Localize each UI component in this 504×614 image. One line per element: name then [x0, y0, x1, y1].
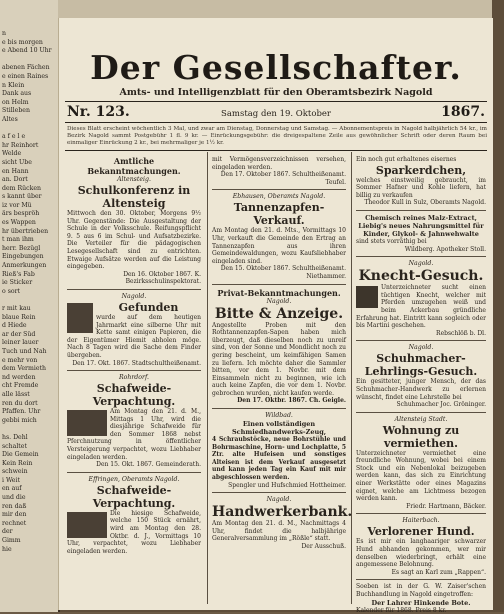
notice-signature: Der Ausschuß. [301, 543, 346, 550]
left-page-line: hs. Dehl [2, 433, 28, 441]
left-page-line: ren daß [2, 502, 27, 510]
notice-signature: Den 15. Okt. 1867. Gemeinderath. [96, 461, 201, 469]
notice-location: Nagold. [266, 297, 292, 305]
left-page-line: ar der Süd [2, 330, 36, 338]
notice-divider [212, 189, 346, 190]
notice-location: Nagold. [408, 260, 434, 268]
left-page-line: en Hann [2, 167, 29, 175]
notice-signature: Den 17. Okt. 1867. Stadtschultheißenamt. [72, 359, 201, 367]
notice-signature: Den 16. Oktober 1867. K. Bezirksschulinspektorat. [123, 270, 201, 286]
left-page-line: alle lässt [2, 390, 30, 398]
left-page-line: o sort [2, 287, 21, 295]
left-page-line: gebbi mich [2, 416, 37, 424]
notice-heading: Knecht-Gesuch. [358, 268, 484, 285]
notice-text: sind stets vorräthig bei [356, 237, 427, 245]
left-page-line: hie [2, 545, 12, 553]
notice-divider [356, 513, 486, 514]
notice-signature: Den 17. Oktbr. 1867. Ch. Geigle. [237, 397, 346, 405]
left-page-line: Stilleben [2, 107, 30, 115]
issue-year: 1867. [441, 104, 485, 120]
notice-text: Am Montag den 21. d. M., Mittags 1 Uhr, wird die diesjährige Schafweide für den Sommer 1868 nebst Pferchnutzung in öffentlicher Versteigerung verpachtet, wozu Liebhaber eingeladen werden. [67, 408, 201, 461]
left-page-line: an. Dort [2, 176, 28, 184]
notice-location: Rohrdorf. [118, 374, 149, 382]
left-page-line: Welde [2, 150, 22, 158]
left-page-line [2, 125, 54, 134]
notice-signature: Schuhmacher Joc. Gröninger. [396, 401, 486, 409]
left-page-line [2, 56, 54, 65]
notice-divider [212, 492, 346, 493]
notice-heading: Der Lahrer Hinkende Bote. [371, 598, 471, 607]
notice-text: Angestellte Proben mit den Rothtannenzapfen-Sapen haben mich überzeugt, daß dieselben noch zu unreif sind, von der Sonne und Mondlicht noch zu gering bescheint, um keimfähigen Samen zu liefern. Ich möchte daher die Sammler bitten, vor dem 1. Novbr. mit dem Einsammeln nicht zu beginnen, wie ich auch keine Zapfen, die vor dem 1. Novbr. gebrochen wurden, nicht kaufen werde. [212, 321, 346, 397]
info-rule [65, 150, 487, 151]
notice-heading: Gefunden [118, 300, 179, 314]
notice-signature: Rebschlöß b. Dl. [436, 329, 486, 337]
left-page-line: Tuch und Nah [2, 347, 47, 355]
left-page-line: Eingebungen [2, 253, 44, 261]
left-page-line: e mehr von [2, 356, 38, 364]
notice-heading: Verlorener Hund. [367, 525, 475, 539]
notice-location: Nagold. [266, 496, 292, 504]
sheep-illustration [67, 410, 107, 436]
sheep-illustration [67, 512, 107, 538]
notice-heading: Chemisch reines Malz-Extract, [365, 213, 477, 222]
notice-divider [356, 340, 486, 341]
column-3 [356, 156, 486, 614]
left-page-line: e Abend 10 Uhr [2, 47, 52, 55]
left-page-line: abenen Fächen [2, 64, 50, 72]
notice-signature: Theodor Kull in Sulz, Oberamts Nagold. [364, 199, 486, 207]
masthead-rule-bottom [65, 122, 487, 123]
left-page-line: Dank aus [2, 90, 32, 98]
notice-text: Ein noch gut erhaltenes eisernes [356, 156, 457, 163]
left-page-line: Altes [2, 115, 18, 123]
notice-heading: Handwerkerbank. [212, 504, 353, 521]
notice-location: Nagold. [121, 292, 147, 300]
notice-heading: Schulkonferenz in Altensteig [77, 184, 191, 210]
left-page-line: dem Vermieth [2, 365, 46, 373]
left-page-line: ren du dort [2, 399, 38, 407]
masthead-subtitle: Amts- und Intelligenzblatt für den Oberamtsbezirk Nagold [119, 87, 433, 98]
left-page-line: t man ihm [2, 236, 34, 244]
notice-text: Ein gesitteter, junger Mensch, der das Schuhmacher-Handwerk zu erlernen wünscht, findet eine Lehrstelle bei [356, 378, 486, 401]
left-page-line: dem Rücken [2, 184, 41, 192]
notice-divider [356, 579, 486, 580]
notice-text: Soeben ist in der G. W. Zaiser'schen Buchhandlung in Nagold eingetroffen: [356, 583, 486, 598]
notice-divider [67, 289, 201, 290]
masthead-title: Der Gesellschafter. [90, 48, 462, 87]
left-page-line: Rieß's Fab [2, 270, 35, 278]
left-page-line: Pfaffen. Uhr [2, 408, 41, 416]
notice-divider [67, 472, 201, 473]
left-page-line: Gimm [2, 537, 21, 545]
column-divider-2 [351, 152, 352, 604]
notice-divider [356, 412, 486, 413]
left-page-line: sicht Ube [2, 158, 32, 166]
left-page-line: iz vor Mü [2, 201, 32, 209]
notice-text: mit Vermögensverzeichnissen versehen, eingeladen werden. [212, 156, 346, 171]
issue-number: Nr. 123. [67, 104, 130, 120]
left-page-line: n Klein [2, 81, 25, 89]
notice-text: 4 Schraubstöcke, neue Bohrstühle und Bohrmaschine, Horn- und Lochplatte, 5 Ztr. alte Hufeisen und sonstiges Alteisen ist dem Verkauf ausgesetzt und kann jeden Tag ein Kauf mit mir abgeschlossen werden. [212, 436, 346, 482]
left-page-line: Anmerkungen [2, 262, 47, 270]
left-page-line: herr. Bezügl [2, 244, 41, 252]
notice-heading: Einen vollständigen Schmiedhandwerks-Zeug, [231, 420, 327, 437]
left-page-line: e einen Raines [2, 72, 49, 80]
notice-location: Altensteig. [117, 176, 151, 183]
notice-signature: Friedr. Hartmann, Bäcker. [406, 502, 486, 510]
notice-text: Unterzeichneter sucht einen tüchtigen Knecht, welcher mit Pferden umzugehen weiß und beim Ackerbau gründliche Erfahrung hat. Eintritt kann sogleich oder bis Martini geschehen. [356, 284, 486, 330]
left-page-line: Die Gemein [2, 451, 39, 459]
left-page-line: schaltet [2, 442, 27, 450]
left-page-line: e bis morgen [2, 38, 43, 46]
left-page-text [2, 30, 54, 554]
left-page-line: mir den [2, 511, 27, 519]
notice-location: Ebhausen, Oberamts Nagold. [232, 193, 326, 201]
notice-signature: Wildberg. Apotheker Stoll. [404, 245, 486, 253]
page-top-fold [58, 0, 492, 19]
notice-heading: Schuhmacher-Lehrlings-Gesuch. [364, 352, 478, 379]
notice-location: Altensteig Stadt. [394, 415, 448, 423]
notice-heading: Bitte & Anzeige. [214, 305, 344, 322]
notice-heading: Schafweide-Verpachtung. [92, 382, 176, 409]
left-page-line: cht Fremde [2, 382, 39, 390]
notice-text: Kalender für 1868. Preis 8 kr. [356, 606, 447, 614]
left-page-line: und die [2, 494, 26, 502]
section-heading-official: Amtliche Bekanntmachungen. [87, 156, 181, 176]
column-2 [212, 156, 353, 604]
left-page-line: es Wappen [2, 219, 36, 227]
pointing-hand-illustration [356, 286, 378, 308]
notice-text: welches einstweilig gebraucht, im Sommer Hafner und Kohle liefern, hat billig zu verkaufen [356, 176, 486, 199]
left-page-line: rechnet [2, 519, 27, 527]
column-1 [67, 156, 201, 604]
masthead-rule-top [65, 101, 487, 102]
notice-text: Mittwoch den 30. Oktober, Morgens 9½ Uhr. Gegenstände: Die Ausgestaltung der Schule in der Volksschule. Reifungspflicht 9. 5 aus 6 im Schul- und Aufsatzbezirke. Die Verteiler für die pädagogischen Lesegesellschaft sind zu entrichten. Etwaige Aufsätze werden auf die Leistung eingegeben. [67, 210, 201, 271]
left-page-line: d Hiede [2, 322, 27, 330]
notice-heading: Sparkerdchen, [375, 163, 467, 177]
notice-text: Die hiesige Schafweide, welche 150 Stück ernährt, wird am Montag den 28. Oktbr. d. J., Vormittags 10 Uhr, verpachtet, wozu Liebhaber eingeladen werden. [67, 509, 201, 555]
left-page-line: hr übertrieben [2, 227, 49, 235]
newspaper-page [58, 18, 493, 614]
column-divider-1 [207, 152, 208, 604]
issue-date: Samstag den 19. Oktober [221, 109, 331, 119]
notice-location: Haiterbach. [402, 517, 440, 525]
notice-divider [212, 284, 346, 285]
left-page-line: en auf [2, 485, 22, 493]
notice-text: Am Montag den 21. d. M., Nachmittags 4 Uhr, findet die halbjährige Generalversammlung im „Rößle“ statt. [212, 520, 346, 543]
notice-text: Unterzeichneter vermiethet eine freundliche Wohnung, wobei bei einem Stock und ein Nebenlokal beizugeben werden kann, das sich zu Einrichtung einer Werkstätte oder eines Magazins eignet, welche am Lichtmess bezogen werden kann. [356, 449, 486, 503]
left-page-line: leiner lauer [2, 339, 39, 347]
left-page-line [2, 425, 54, 434]
left-page-line: i Weit [2, 476, 20, 484]
left-page-line: ärs bespröh [2, 210, 40, 218]
notice-heading: Tannenzapfen-Verkauf. [233, 201, 325, 228]
left-page-line: a f e l e [2, 133, 26, 141]
left-page-line: on Helm [2, 98, 29, 106]
notice-heading: Schafweide-Verpachtung. [92, 483, 176, 510]
notice-signature: Den 17. Oktober 1867. Schultheißenamt. Teufel. [220, 171, 346, 186]
notice-location: Nagold. [408, 344, 434, 352]
left-page-line: schwein [2, 468, 28, 476]
left-page-line: Kein Rein [2, 459, 33, 467]
notice-divider [356, 256, 486, 257]
left-page-line: r mit kau [2, 305, 31, 312]
section-heading-private: Privat-Bekanntmachungen. [217, 287, 341, 298]
notice-subheading: Liebig's neues Nahrungsmittel für Kinder, Glykol- & Jahnwehwalte [358, 221, 484, 238]
left-page-line [2, 296, 54, 305]
notice-heading: Wohnung zu vermiethen. [382, 423, 460, 450]
notice-signature: Spengler und Hufschmied Hottheimer. [228, 481, 346, 489]
subscription-info: Dieses Blatt erscheint wöchentlich 3 Mal, und zwar am Dienstag, Donnerstag und Samstag. — Abonnementspreis in Nagold halbjährlich 54 kr., im Bezirk Nagold sammt Postgebühr 1 fl. 9 kr. — Einrückungsgebühr: die dreigespaltene Zeile aus gewöhnlicher Schrift oder deren Raum bei einmaliger Einrückung 2 kr., bei mehrmaliger je 1½ kr. [67, 126, 487, 146]
pointing-hand-illustration [67, 303, 93, 333]
left-page-line: n [2, 30, 6, 37]
notice-text: Am Montag den 21. d. Mts., Vormittags 10 Uhr, verkauft die Gemeinde den Ertrag an Tannenzapfen aus ihren Gemeindewaldungen, wozu Kaufsliebhaber eingeladen sind. [212, 227, 346, 265]
left-page-line: nd werden [2, 373, 36, 381]
notice-signature: Es sagt an Karl zum „Rappen“. [391, 568, 486, 576]
notice-signature: Den 15. Oktober 1867. Schultheißenamt. Niethammer. [220, 265, 346, 280]
notice-divider [212, 408, 346, 409]
notice-location: Effringen, Oberamts Nagold. [88, 475, 180, 483]
left-page-line: blaue Rein [2, 313, 36, 321]
left-page-line: hr Reinhort [2, 141, 39, 149]
notice-text: wurde auf dem heutigen Jahrmarkt eine silberne Uhr mit Kette samt einigen Papieren, die der Eigentümer Hiemit abholen möge. Nach 8 Tagen wird die Sache dem Finder übergeben. [67, 313, 201, 359]
left-page-line: der [2, 528, 13, 536]
notice-location: Wildbad. [265, 412, 293, 420]
left-page-strip [0, 0, 60, 612]
notice-divider [67, 370, 201, 371]
left-page-line: ie Sticker [2, 279, 33, 287]
notice-divider [356, 210, 486, 211]
notice-text: Es ist mir ein langhaariger schwarzer Hund abhanden gekommen, wer mir denselben wiederbringt, erhält eine angemessene Belohnung. [356, 538, 486, 569]
left-page-line: s kannt über [2, 193, 42, 201]
